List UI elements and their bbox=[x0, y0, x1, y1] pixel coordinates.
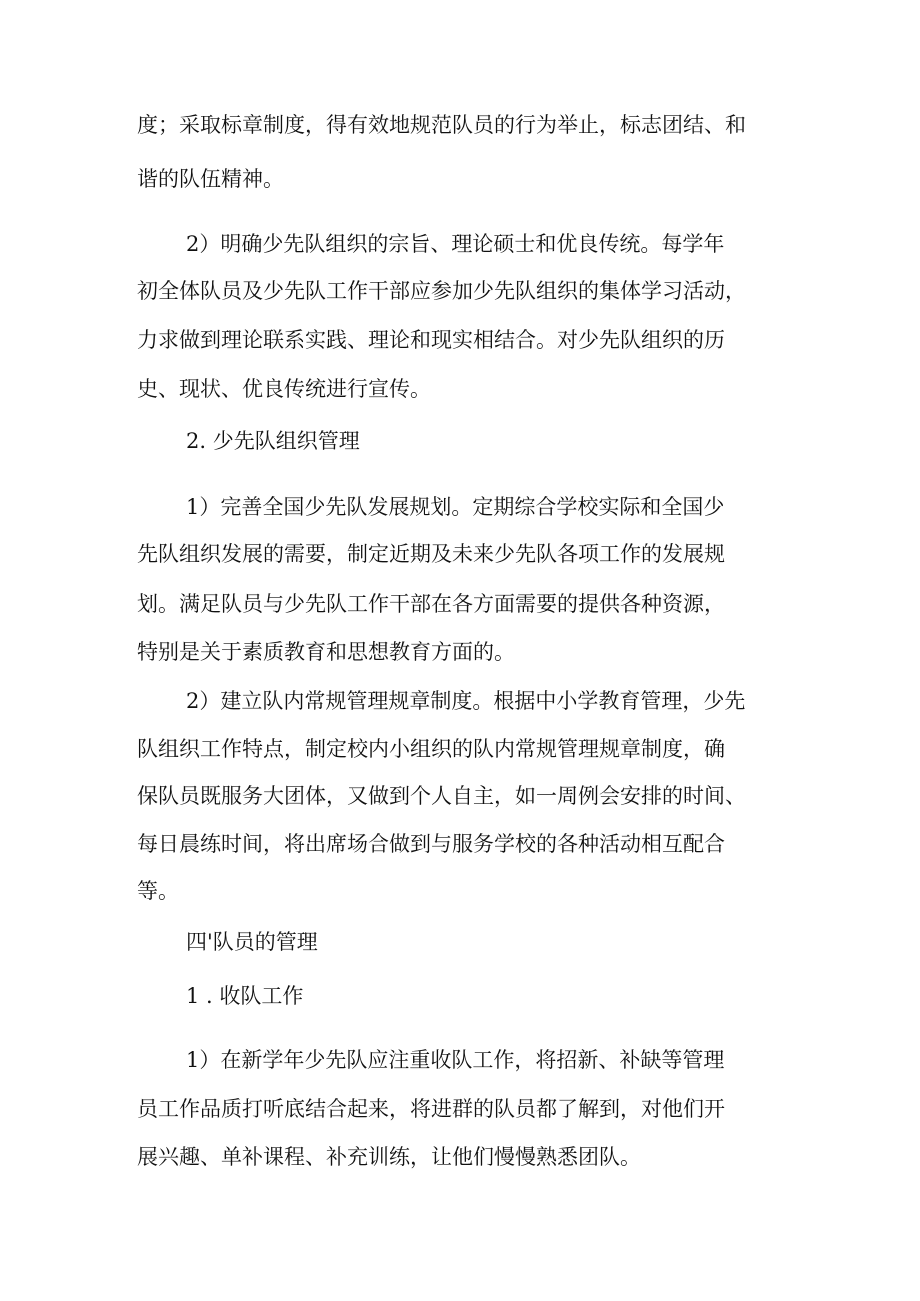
section-heading: 2. 少先队组织管理 bbox=[186, 429, 360, 453]
paragraph-first-line: 2）建立队内常规管理规章制度。根据中小学教育管理，少先 bbox=[186, 689, 746, 713]
text-line: 队组织工作特点，制定校内小组织的队内常规管理规章制度，确 bbox=[137, 737, 725, 761]
paragraph-first-line: 1）在新学年少先队应注重收队工作，将招新、补缺等管理 bbox=[186, 1048, 725, 1072]
text-line: 保队员既服务大团体，又做到个人自主，如一周例会安排的时间、 bbox=[137, 784, 746, 808]
text-line: 度；采取标章制度，得有效地规范队员的行为举止，标志团结、和 bbox=[137, 113, 746, 137]
paragraph-first-line: 1）完善全国少先队发展规划。定期综合学校实际和全国少 bbox=[186, 495, 725, 519]
text-line: 展兴趣、单补课程、补充训练，让他们慢慢熟悉团队。 bbox=[137, 1145, 641, 1169]
text-line: 史、现状、优良传统进行宣传。 bbox=[137, 377, 431, 401]
text-line: 每日晨练时间，将出席场合做到与服务学校的各种活动相互配合 bbox=[137, 832, 725, 856]
text-line: 特别是关于素质教育和思想教育方面的。 bbox=[137, 640, 515, 664]
text-line: 先队组织发展的需要，制定近期及未来少先队各项工作的发展规 bbox=[137, 542, 725, 566]
text-line: 谐的队伍精神。 bbox=[137, 167, 284, 191]
text-line: 力求做到理论联系实践、理论和现实相结合。对少先队组织的历 bbox=[137, 328, 725, 352]
text-line: 划。满足队员与少先队工作干部在各方面需要的提供各种资源， bbox=[137, 592, 725, 616]
text-line: 等。 bbox=[137, 879, 179, 903]
section-heading: 四'队员的管理 bbox=[186, 930, 318, 954]
subsection-heading: 1 . 收队工作 bbox=[186, 984, 304, 1008]
paragraph-first-line: 2）明确少先队组织的宗旨、理论硕士和优良传统。每学年 bbox=[186, 232, 725, 256]
text-line: 员工作品质打听底结合起来，将进群的队员都了解到，对他们开 bbox=[137, 1097, 725, 1121]
text-line: 初全体队员及少先队工作干部应参加少先队组织的集体学习活动， bbox=[137, 279, 746, 303]
